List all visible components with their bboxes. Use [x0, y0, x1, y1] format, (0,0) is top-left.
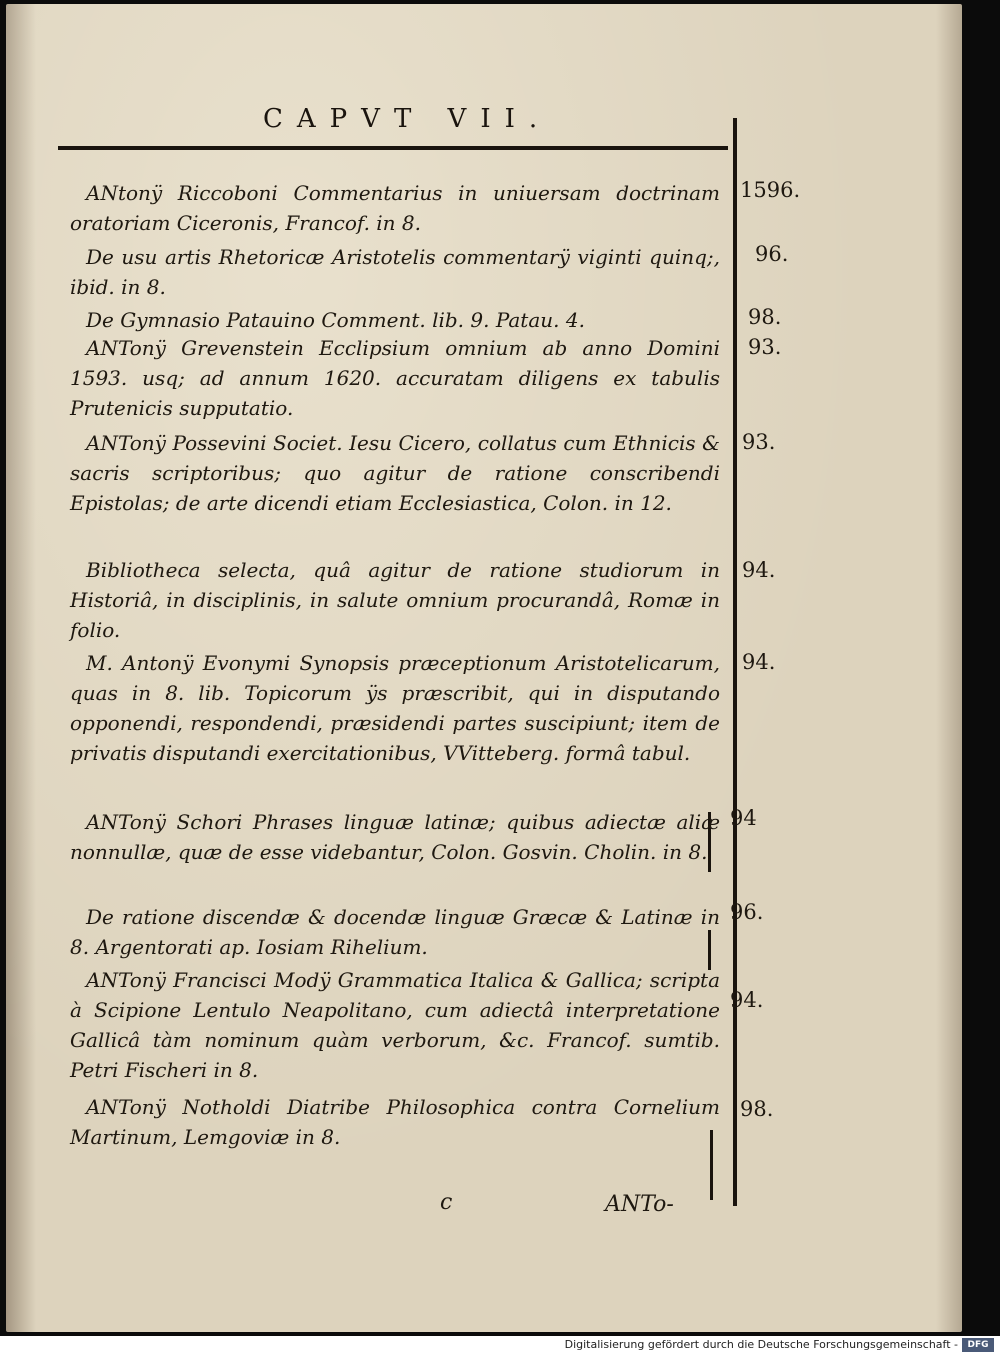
entry-6: Bibliotheca selecta, quâ agitur de ratione studiorum in Historiâ, in disciplinis, in salute omnium procurandâ, Romæ in folio.: [70, 558, 720, 642]
year-1: 1596.: [740, 178, 801, 202]
page-header: CAPVT VII.: [263, 104, 552, 134]
year-9: 96.: [730, 900, 764, 924]
entry-4: ANTonÿ Grevenstein Ecclipsium omnium ab anno Domini 1593. usq; ad annum 1620. accuratam diligens ex tabulis Prutenicis supputatio.: [70, 336, 720, 420]
header-rule: [58, 146, 728, 150]
catchword: ANTo-: [605, 1192, 674, 1217]
entry-7: M. Antonÿ Evonymi Synopsis præceptionum Aristotelicarum, quas in 8. lib. Topicorum ÿs præscribit, qui in disputando opponendi, respondendi, præsidendi partes suscipiunt; item de privatis disputandi exercitationibus, VVitteberg. formâ tabul.: [70, 651, 720, 765]
year-6: 94.: [742, 558, 776, 582]
entry-2: De usu artis Rhetoricæ Aristotelis commentarÿ viginti quinq;, ibid. in 8.: [70, 245, 720, 299]
year-11: 98.: [740, 1097, 774, 1121]
year-5: 93.: [742, 430, 776, 454]
entry-3: De Gymnasio Patauino Comment. lib. 9. Patau. 4.: [86, 308, 585, 332]
year-10: 94.: [730, 988, 764, 1012]
year-8: 94: [730, 806, 757, 830]
signature-mark: c: [440, 1190, 453, 1215]
entry-11: ANTonÿ Notholdi Diatribe Philosophica contra Cornelium Martinum, Lemgoviæ in 8.: [70, 1095, 720, 1149]
year-3: 98.: [748, 305, 782, 329]
entry-9: De ratione discendæ & docendæ linguæ Græcæ & Latinæ in 8. Argentorati ap. Iosiam Rihelium.: [70, 905, 720, 959]
entry-10: ANTonÿ Francisci Modÿ Grammatica Italica & Gallica; scripta à Scipione Lentulo Neapolitano, cum adiectâ interpretatione Gallicâ tàm nominum quàm verborum, &c. Francof. sumtib. Petri Fischeri in 8.: [70, 968, 720, 1082]
entry-5: ANTonÿ Possevini Societ. Iesu Cicero, collatus cum Ethnicis & sacris scriptoribus; quo agitur de ratione conscribendi Epistolas; de arte dicendi etiam Ecclesiastica, Colon. in 12.: [70, 431, 720, 515]
footer-credit: Digitalisierung gefördert durch die Deutsche Forschungsgemeinschaft -: [564, 1338, 958, 1351]
dfg-logo: DFG: [962, 1338, 994, 1352]
year-column-rule: [733, 118, 737, 1206]
year-4: 93.: [748, 335, 782, 359]
year-7: 94.: [742, 650, 776, 674]
entry-1: ANtonÿ Riccoboni Commentarius in uniuersam doctrinam oratoriam Ciceronis, Francof. in 8.: [70, 181, 720, 235]
entry-8: ANTonÿ Schori Phrases linguæ latinæ; quibus adiectæ aliæ nonnullæ, quæ de esse videbantur, Colon. Gosvin. Cholin. in 8.: [70, 810, 720, 864]
year-2: 96.: [755, 242, 789, 266]
footer-bar: [0, 1336, 1000, 1355]
